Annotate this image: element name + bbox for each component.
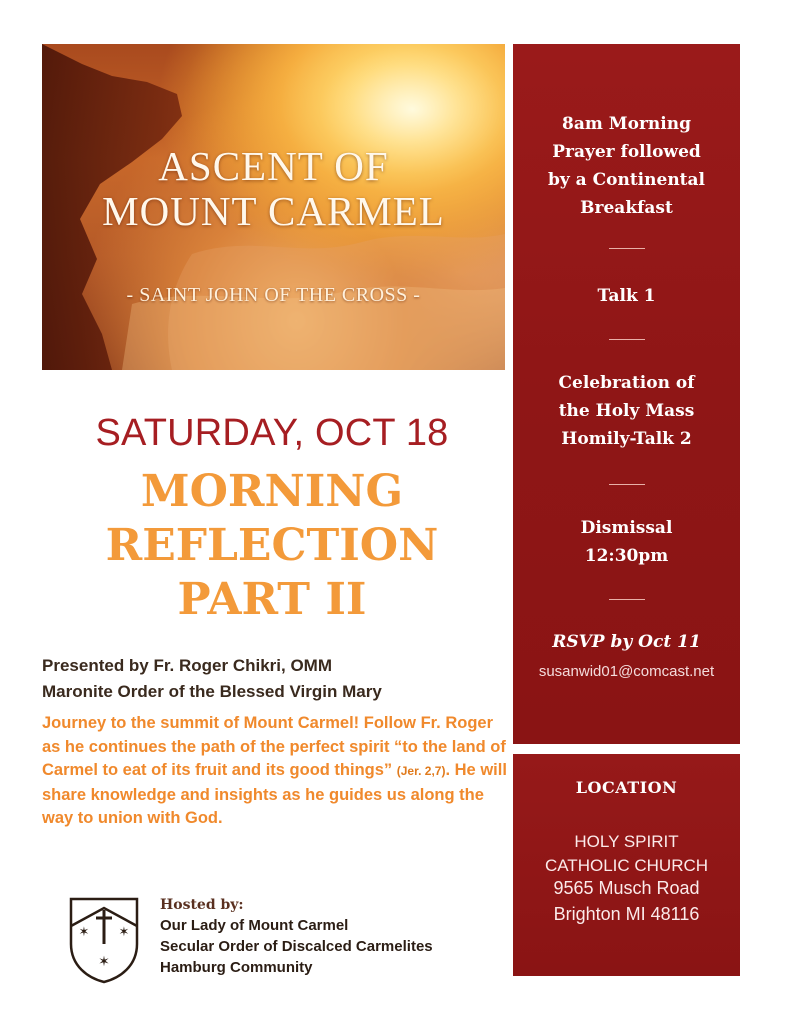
scripture-citation: (Jer. 2,7) <box>396 764 446 778</box>
event-description <box>42 712 512 831</box>
presenter-info <box>42 653 507 705</box>
location-name: HOLY SPIRIT CATHOLIC CHURCH <box>544 832 709 875</box>
schedule-item-talk-1: Talk 1 <box>597 286 656 306</box>
svg-text:✶: ✶ <box>78 925 90 940</box>
hero-subtitle: - SAINT JOHN OF THE CROSS - <box>126 284 421 306</box>
schedule-panel <box>513 44 740 744</box>
host-label: Hosted by: <box>160 897 244 913</box>
description-text-end: . He will share knowledge and insights as he guides us along the way to union with God. <box>42 761 507 827</box>
schedule-divider <box>609 599 645 600</box>
event-date: SATURDAY, OCT 18 <box>95 412 449 454</box>
host-line-1: Our Lady of Mount Carmel <box>160 917 349 934</box>
svg-text:✶: ✶ <box>118 925 130 940</box>
carmelite-shield-icon <box>68 896 140 984</box>
hero-image <box>42 44 505 370</box>
schedule-item-mass: Celebration of the Holy Mass Homily-Talk 2 <box>558 373 695 449</box>
schedule-item-breakfast: 8am Morning Prayer followed by a Continental Breakfast <box>547 114 706 218</box>
schedule-divider <box>609 248 645 249</box>
event-title: MORNING REFLECTION PART II <box>105 466 439 625</box>
location-address-city: Brighton MI 48116 <box>553 904 700 924</box>
presenter-name: Presented by Fr. Roger Chikri, OMM <box>42 656 333 675</box>
location-address-street: 9565 Musch Road <box>553 878 700 898</box>
location-heading: LOCATION <box>575 778 678 797</box>
description-text: Journey to the summit of Mount Carmel! Follow Fr. Roger as he continues the path of the perfect spirit “to the land of Carmel to eat of its fruit and its good things” <box>42 714 506 779</box>
presenter-order: Maronite Order of the Blessed Virgin Mary <box>42 682 382 701</box>
schedule-item-dismissal: Dismissal 12:30pm <box>580 518 673 566</box>
host-info <box>160 897 520 978</box>
location-panel <box>513 754 740 976</box>
hero-title: ASCENT OF MOUNT CARMEL <box>102 143 445 234</box>
rsvp-email[interactable]: susanwid01@comcast.net <box>538 663 715 680</box>
schedule-divider <box>609 339 645 340</box>
host-line-2: Secular Order of Discalced Carmelites <box>160 938 433 955</box>
schedule-divider <box>609 484 645 485</box>
svg-text:✶: ✶ <box>98 954 110 970</box>
host-line-3: Hamburg Community <box>160 959 313 976</box>
rsvp-deadline: RSVP by Oct 11 <box>552 632 701 652</box>
